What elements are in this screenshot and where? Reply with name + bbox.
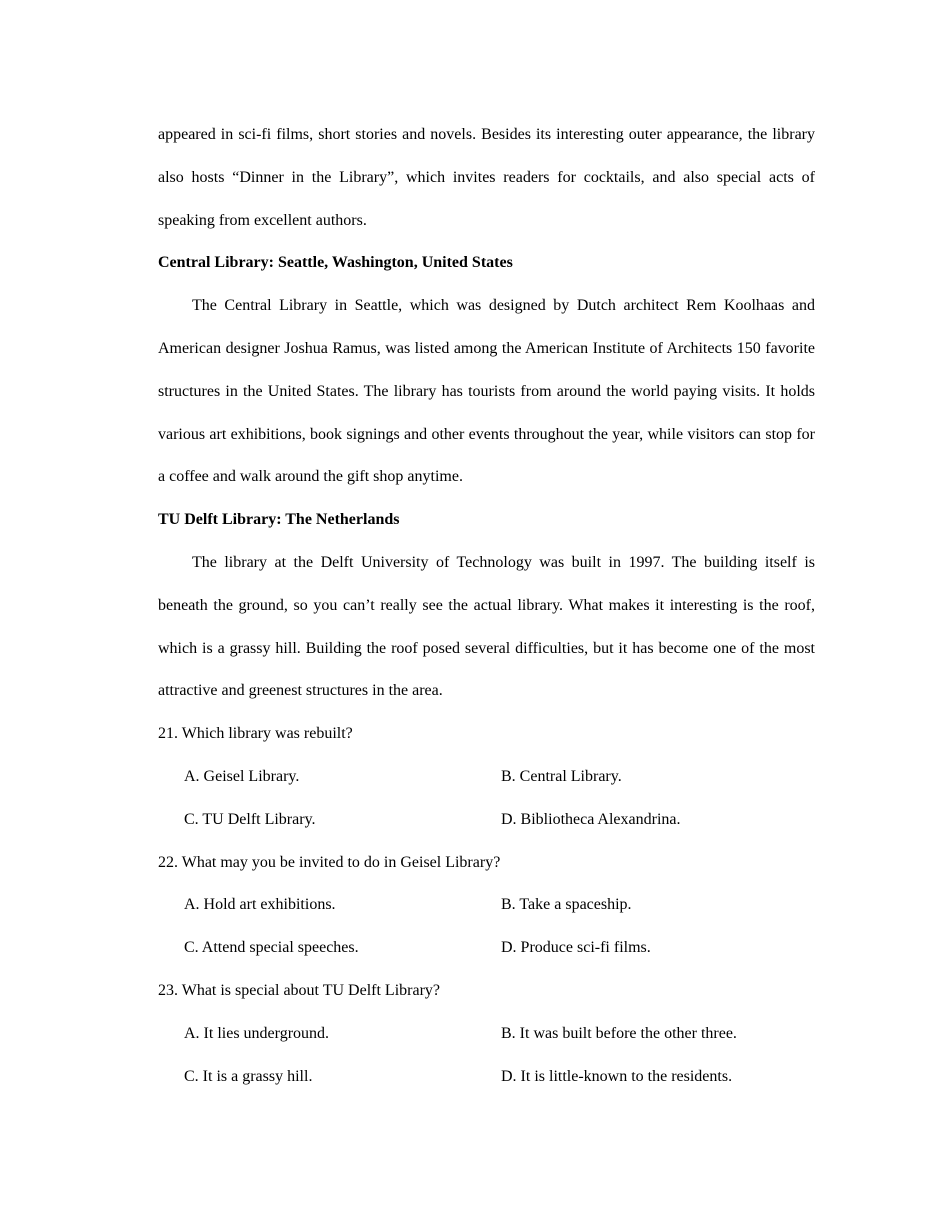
question-stem: 23. What is special about TU Delft Library? — [158, 981, 440, 999]
option-a: A. Hold art exhibitions. — [184, 896, 336, 914]
option-d: D. Produce sci-fi films. — [501, 939, 651, 957]
options-row — [158, 927, 815, 970]
options-row — [158, 884, 815, 927]
document-page — [158, 114, 815, 1098]
options-row — [158, 756, 815, 799]
option-d: D. It is little-known to the residents. — [501, 1067, 733, 1085]
tu-delft-library-heading: TU Delft Library: The Netherlands — [158, 511, 400, 529]
option-b: B. It was built before the other three. — [501, 1024, 737, 1042]
option-d: D. Bibliotheca Alexandrina. — [501, 810, 681, 828]
question-stem: 22. What may you be invited to do in Geisel Library? — [158, 853, 501, 871]
question-21 — [158, 713, 815, 841]
option-c: C. It is a grassy hill. — [184, 1067, 313, 1085]
option-a: A. It lies underground. — [184, 1024, 330, 1042]
central-library-paragraph: The Central Library in Seattle, which was designed by Dutch architect Rem Koolhaas and American designer Joshua Ramus, was listed among the American Institute of Architects 150 favorite structures in the United States. The library has tourists from around the world paying visits. It holds various art exhibitions, book signings and other events throughout the year, while visitors can stop for a coffee and walk around the gift shop anytime. — [158, 297, 815, 486]
option-b: B. Central Library. — [501, 767, 622, 785]
tu-delft-library-paragraph: The library at the Delft University of Technology was built in 1997. The building itself is beneath the ground, so you can’t really see the actual library. What makes it interesting is the roof, which is a grassy hill. Building the roof posed several difficulties, but it has become one of the most attractive and greenest structures in the area. — [158, 553, 815, 700]
geisel-paragraph-end: appeared in sci-fi films, short stories and novels. Besides its interesting outer appearance, the library also hosts “Dinner in the Library”, which invites readers for cocktails, and also special acts of speaking from excellent authors. — [158, 126, 815, 229]
option-c: C. TU Delft Library. — [184, 810, 316, 828]
option-c: C. Attend special speeches. — [184, 939, 359, 957]
options-row — [158, 1013, 815, 1056]
question-23 — [158, 970, 815, 1098]
option-a: A. Geisel Library. — [184, 767, 300, 785]
question-22 — [158, 842, 815, 970]
central-library-heading: Central Library: Seattle, Washington, United States — [158, 254, 513, 272]
question-stem: 21. Which library was rebuilt? — [158, 725, 353, 743]
option-b: B. Take a spaceship. — [501, 896, 632, 914]
options-row — [158, 1056, 815, 1099]
options-row — [158, 799, 815, 842]
